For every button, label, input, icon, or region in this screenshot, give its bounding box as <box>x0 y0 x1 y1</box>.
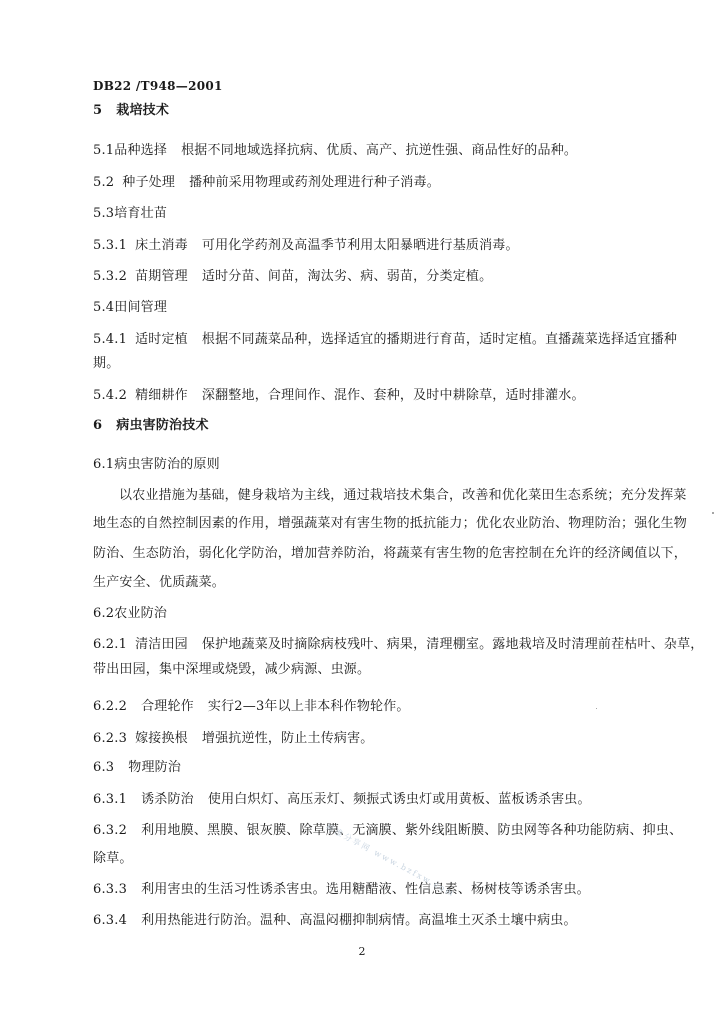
clause-text: 深翻整地，合理间作、混作、套种，及时中耕除草，适时排灌水。 <box>201 388 585 403</box>
clause-text: 增强抗逆性，防止土传病害。 <box>201 731 374 746</box>
clause-6-3-2-continued: 除草。 <box>93 851 133 866</box>
clause-title: 物理防治 <box>128 760 182 775</box>
clause-number: 6.2 <box>93 606 115 621</box>
clause-title: 苗期管理 <box>135 269 188 284</box>
clause-text: 使用白炽灯、高压汞灯、频振式诱虫灯或用黄板、蓝板诱杀害虫。 <box>207 792 591 807</box>
paragraph-line: 生产安全、优质蔬菜。 <box>93 575 226 590</box>
clause-text: 根据不同蔬菜品种，选择适宜的播期进行育苗，适时定植。直播蔬菜选择适宜播种 <box>201 332 678 347</box>
clause-number: 6.2.3 <box>93 731 128 746</box>
clause-5-3-2 <box>93 269 667 285</box>
clause-text: 播种前采用物理或药剂处理进行种子消毒。 <box>189 175 440 190</box>
clause-6-2-1-continued: 带出田园，集中深埋或烧毁，减少病源、虫源。 <box>93 662 371 677</box>
clause-number: 5.4.1 <box>93 332 128 347</box>
clause-text: 保护地蔬菜及时摘除病枝残叶、病果，清理棚室。露地栽培及时清理前茬枯叶、杂草， <box>201 637 704 652</box>
clause-number: 6.3.4 <box>93 913 128 928</box>
clause-number: 5.3.2 <box>93 269 128 284</box>
clause-6-2-3 <box>93 731 667 747</box>
clause-5-2 <box>93 175 667 191</box>
clause-text: 根据不同地域选择抗病、优质、高产、抗逆性强、商品性好的品种。 <box>181 143 578 158</box>
clause-number: 5.3 <box>93 206 115 221</box>
clause-number: 5.1 <box>93 143 115 158</box>
clause-number: 6.3.3 <box>93 882 128 897</box>
clause-text: 利用地膜、黑膜、银灰膜、除草膜、无滴膜、紫外线阻断膜、防虫网等各种功能防病、抑虫、 <box>141 823 683 838</box>
clause-6-2-1 <box>93 637 704 653</box>
clause-title: 病虫害防治的原则 <box>114 457 220 472</box>
clause-number: 5.2 <box>93 175 115 190</box>
clause-number: 6.1 <box>93 457 115 472</box>
clause-6-3 <box>93 760 667 776</box>
section-6-heading <box>93 418 667 434</box>
clause-6-3-2 <box>93 823 683 839</box>
clause-title: 品种选择 <box>114 143 168 158</box>
paragraph-line: 以农业措施为基础，健身栽培为主线，通过栽培技术集合，改善和优化菜田生态系统；充分发挥菜 <box>119 488 687 503</box>
clause-5-4 <box>93 300 667 316</box>
clause-5-3-1 <box>93 238 667 254</box>
clause-title: 培育壮苗 <box>114 206 168 221</box>
clause-number: 6.3 <box>93 760 115 775</box>
clause-5-3 <box>93 206 667 222</box>
clause-number: 5.4 <box>93 300 115 315</box>
clause-number: 6.3.1 <box>93 792 128 807</box>
clause-number: 6.3.2 <box>93 823 128 838</box>
paragraph-line: 防治、生态防治，弱化化学防治，增加营养防治，将蔬菜有害生物的危害控制在允许的经济阈值以下， <box>93 546 688 561</box>
clause-text: 利用热能进行防治。温种、高温闷棚抑制病情。高温堆土灭杀土壤中病虫。 <box>141 913 577 928</box>
clause-title: 合理轮作 <box>141 699 194 714</box>
clause-text: 利用害虫的生活习性诱杀害虫。选用糖醋液、性信息素、杨树枝等诱杀害虫。 <box>141 882 590 897</box>
clause-title: 床土消毒 <box>135 238 188 253</box>
section-number: 5 <box>93 103 103 118</box>
clause-title: 精细耕作 <box>135 388 188 403</box>
clause-title: 诱杀防治 <box>141 792 194 807</box>
clause-number: 6.2.1 <box>93 637 128 652</box>
standard-code: DB22 /T948—2001 <box>93 79 223 93</box>
clause-6-3-3 <box>93 882 667 898</box>
clause-5-4-1-continued: 期。 <box>93 356 120 371</box>
clause-text: 适时分苗、间苗，淘汰劣、病、弱苗，分类定植。 <box>201 269 493 284</box>
clause-6-2 <box>93 606 667 622</box>
clause-6-3-4 <box>93 913 667 929</box>
clause-number: 5.4.2 <box>93 388 128 403</box>
clause-text: 可用化学药剂及高温季节利用太阳暴晒进行基质消毒。 <box>201 238 519 253</box>
paragraph-line: 地生态的自然控制因素的作用，增强蔬菜对有害生物的抵抗能力；优化农业防治、物理防治；强化生物 <box>93 516 688 531</box>
clause-6-2-2 <box>93 699 667 715</box>
clause-number: 6.2.2 <box>93 699 128 714</box>
clause-5-1 <box>93 143 667 159</box>
clause-6-3-1 <box>93 792 667 808</box>
section-title: 病虫害防治技术 <box>116 418 209 433</box>
clause-title: 适时定植 <box>135 332 188 347</box>
page-number: 2 <box>358 945 366 958</box>
clause-title: 种子处理 <box>122 175 176 190</box>
clause-title: 嫁接换根 <box>135 731 188 746</box>
clause-6-1 <box>93 457 667 473</box>
clause-5-4-1 <box>93 332 678 348</box>
scan-speck <box>712 512 714 514</box>
clause-number: 5.3.1 <box>93 238 128 253</box>
scan-speck <box>596 708 597 709</box>
clause-title: 农业防治 <box>114 606 168 621</box>
clause-text: 实行2—3年以上非本科作物轮作。 <box>207 699 410 714</box>
section-number: 6 <box>93 418 103 433</box>
clause-5-4-2 <box>93 388 667 404</box>
watermark: 标准分享网 www.bzfxw.com <box>324 822 457 899</box>
clause-title: 田间管理 <box>114 300 168 315</box>
section-title: 栽培技术 <box>116 103 170 118</box>
clause-title: 清洁田园 <box>135 637 188 652</box>
section-5-heading <box>93 103 667 119</box>
